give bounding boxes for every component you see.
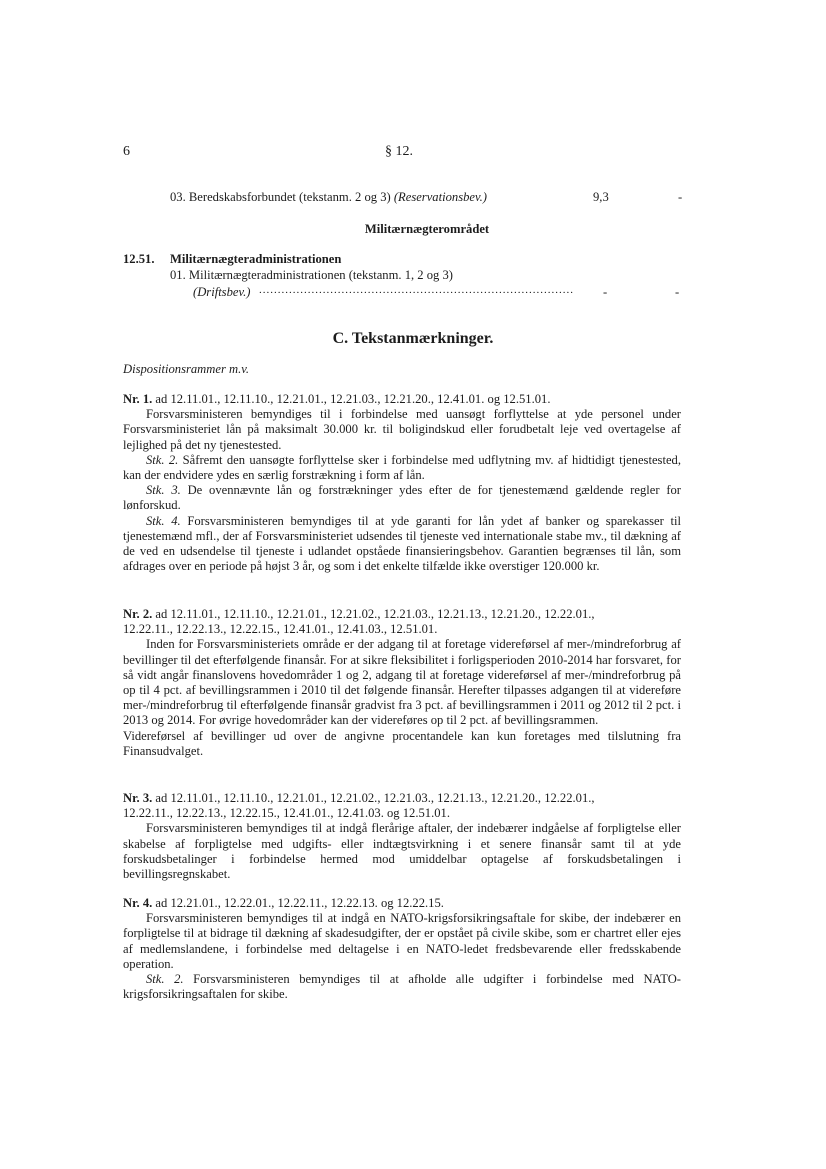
row-appropriation-type: (Reservationsbev.) <box>393 190 487 204</box>
note-references-cont: 12.22.11., 12.22.13., 12.22.15., 12.41.01., 12.41.03. og 12.51.01. <box>123 806 450 821</box>
sub-heading: Dispositionsrammer m.v. <box>123 362 250 376</box>
budget-row-01-drift <box>193 285 683 300</box>
note-references: ad 12.21.01., 12.22.01., 12.22.11., 12.22.13. og 12.22.15. <box>152 896 444 910</box>
note-paragraph: Videreførsel af bevillinger ud over de angivne procentandele kan kun foretages med tilslutning fra Finansudvalget. <box>123 728 681 758</box>
page-number: 6 <box>123 144 130 159</box>
stk-label: Stk. 2. <box>146 452 179 467</box>
stk-text: Forsvarsministeren bemyndiges til at yde garanti for lån ydet af banker og sparekasser til tjenestemænd mfl., der af Forsvarsministeriet udsendes til tjeneste ved internationale stabe mv., til dækning af de ved en udsendelse til tjeneste i udlandet opståede finansieringsbehov. Garantien begrænses til lån, som afdrages over en periode på højst 3 år, og som i det enkelte tilfælde ikke overstiger 120.000 kr. <box>123 513 681 574</box>
stk-text: Forsvarsministeren bemyndiges til at afholde alle udgifter i forbindelse med NATO-krigsforsikringsaftalen for skibe. <box>123 972 681 1002</box>
budget-row-01 <box>170 268 690 283</box>
note-references: ad 12.11.01., 12.11.10., 12.21.01., 12.21.02., 12.21.03., 12.21.13., 12.21.20., 12.22.01., <box>152 791 595 805</box>
note-references-cont: 12.22.11., 12.22.13., 12.22.15., 12.41.01., 12.41.03., 12.51.01. <box>123 622 438 637</box>
row-appropriation-type: (Driftsbev.) <box>193 285 251 299</box>
stk-label: Stk. 3. <box>146 483 181 498</box>
note-paragraph: Inden for Forsvarsministeriets område er der adgang til at foretage videreførsel af mer-/mindreforbrug af bevillinger til det efterfølgende finansår. For at sikre fleksibilitet i forligsperioden 2010-2014 har forsvaret, for så vidt angår finanslovens hovedområder 1 og 2, adgang til at foretage videreførsel af mer-/mindreforbrug på op til 4 pct. af bevillingsrammen i 2010 til det følgende finansår. Herefter tilpasses adgangen til at videreføre mer-/mindreforbrug til efterfølgende finansår gradvist fra 3 pct. af bevillingsrammen i 2011 og 2012 til 2 pct. i 2013 og 2014. For øvrige hovedområder kan der videreføres op til 2 pct. af bevillingsrammen. <box>123 637 681 728</box>
row-value-1: 9,3 <box>593 190 609 204</box>
account-number: 12.51. <box>123 252 155 266</box>
note-references: ad 12.11.01., 12.11.10., 12.21.01., 12.21.02., 12.21.03., 12.21.13., 12.21.20., 12.22.01., <box>152 607 595 621</box>
row-value-2: - <box>678 190 683 204</box>
area-heading: Militærnægterområdet <box>364 222 490 236</box>
main-heading: C. Tekstanmærkninger. <box>332 330 494 347</box>
note-paragraph: Forsvarsministeren bemyndiges til i forbindelse med uansøgt forflyttelse at yde personel under Forsvarsministeriet lån på maksimalt 30.000 kr. til boligindskud eller forudbetalt leje ved overtagelse af lejlighed på det ny tjenestested. <box>123 407 681 452</box>
note-paragraph: Forsvarsministeren bemyndiges til at indgå en NATO-krigsforsikringsaftale for skibe, der indebærer en forpligtelse til at bidrage til dækning af skadesudgifter, der er opstået på civile skibe, som er chartret eller ejes af medlemslandene, i forbindelse med deltagelse i en NATO-ledet fredsbevarende eller fredsskabende operation. <box>123 911 681 971</box>
row-text: 03. Beredskabsforbundet (tekstanm. 2 og 3) <box>170 190 394 204</box>
note-nr-3 <box>123 791 681 882</box>
stk-text: De ovennævnte lån og forstrækninger ydes efter de for tjenestemænd gældende regler for lønforskud. <box>123 483 681 513</box>
account-title: Militærnægteradministrationen <box>170 252 342 266</box>
row-text: 01. Militærnægteradministrationen (tekstanm. 1, 2 og 3) <box>170 268 453 282</box>
note-nr-1 <box>123 392 681 574</box>
section-marker: § 12. <box>385 144 413 159</box>
row-value-1: - <box>603 285 608 299</box>
stk-label: Stk. 2. <box>146 972 184 987</box>
note-number: Nr. 2. <box>123 607 153 621</box>
stk-text: Såfremt den uansøgte forflyttelse sker i forbindelse med udflytning mv. af hidtidigt tjenestested, kan der endvidere ydes en særlig forstrækning i form af lån. <box>123 452 681 483</box>
note-references: ad 12.11.01., 12.11.10., 12.21.01., 12.21.03., 12.21.20., 12.41.01. og 12.51.01. <box>152 392 551 406</box>
note-nr-2 <box>123 607 681 759</box>
note-number: Nr. 4. <box>123 896 153 910</box>
row-value-2: - <box>675 285 680 299</box>
leader-dots: .................................................................................... <box>259 284 574 296</box>
note-paragraph: Forsvarsministeren bemyndiges til at indgå flerårige aftaler, der indebærer indgåelse af forpligtelse eller skabelse af forpligtelse med udgifts- eller indtægtsvirkning i et senere finansår samt til at yde forskudsbetalinger i forbindelse hermed mod umiddelbar optagelse af forskudsbetalingen i bevillingsregnskabet. <box>123 821 681 882</box>
note-nr-4 <box>123 896 681 1002</box>
note-number: Nr. 1. <box>123 392 153 406</box>
budget-row-03 <box>170 190 690 205</box>
note-number: Nr. 3. <box>123 791 153 805</box>
stk-label: Stk. 4. <box>146 513 181 528</box>
